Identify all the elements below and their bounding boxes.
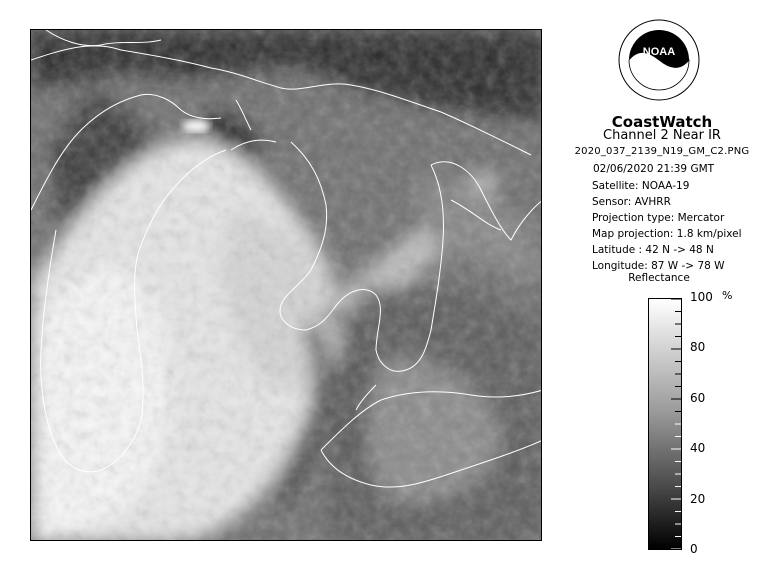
satellite-image bbox=[30, 29, 542, 541]
colorbar-tick-label: 80 bbox=[690, 340, 706, 355]
noaa-logo bbox=[618, 19, 700, 101]
meta-satellite: Satellite: NOAA-19 bbox=[592, 180, 690, 192]
colorbar-tick-label: 60 bbox=[690, 390, 706, 405]
colorbar-tick-label: 20 bbox=[690, 491, 706, 506]
meta-latitude: Latitude : 42 N -> 48 N bbox=[592, 244, 714, 256]
meta-map-projection: Map projection: 1.8 km/pixel bbox=[592, 228, 742, 240]
meta-date: 02/06/2020 21:39 GMT bbox=[593, 163, 715, 175]
meta-sensor: Sensor: AVHRR bbox=[592, 196, 671, 208]
reflectance-colorbar bbox=[648, 298, 682, 550]
legend-unit: % bbox=[722, 289, 733, 302]
filename-label: 2020_037_2139_N19_GM_C2.PNG bbox=[574, 146, 750, 157]
noaa-seal-icon bbox=[618, 19, 700, 101]
legend-title: Reflectance bbox=[628, 272, 690, 284]
colorbar-tick-label: 100 bbox=[690, 290, 713, 304]
satellite-scene bbox=[31, 30, 542, 541]
meta-projection-type: Projection type: Mercator bbox=[592, 212, 725, 224]
colorbar-tick-label: 40 bbox=[690, 441, 706, 456]
brand-title: CoastWatch bbox=[611, 113, 713, 131]
channel-title: Channel 2 Near IR bbox=[603, 128, 721, 143]
logo-text: NOAA bbox=[642, 46, 676, 58]
colorbar-tick-label: 0 bbox=[690, 542, 698, 556]
colorbar-ticks bbox=[649, 299, 681, 549]
meta-longitude: Longitude: 87 W -> 78 W bbox=[592, 260, 725, 272]
